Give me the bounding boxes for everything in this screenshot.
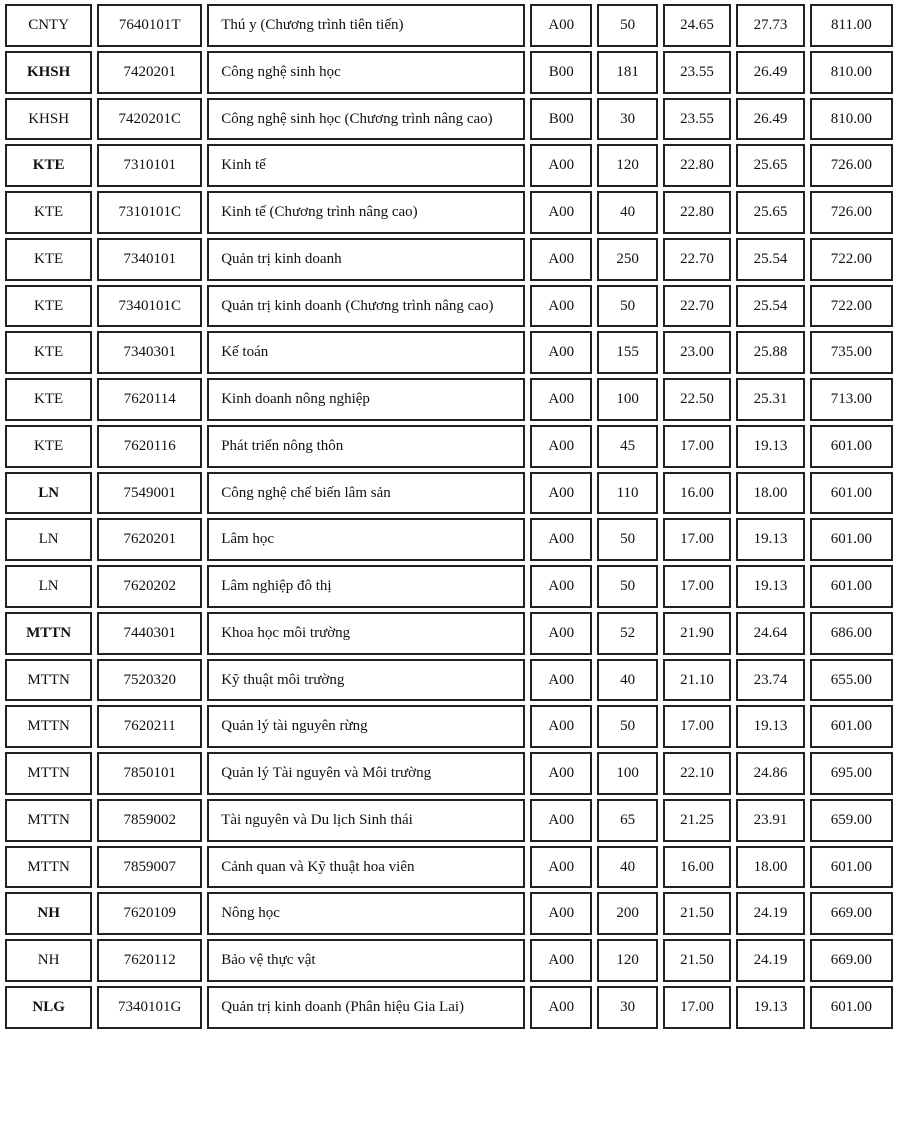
program-name-cell: Kỹ thuật môi trường	[207, 659, 525, 702]
table-row	[5, 799, 893, 842]
score3-cell: 669.00	[810, 892, 893, 935]
table-row	[5, 705, 893, 748]
score3-cell: 810.00	[810, 98, 893, 141]
exam-block-cell: A00	[530, 285, 592, 328]
exam-block-cell: A00	[530, 892, 592, 935]
program-code-cell: 7340101	[97, 238, 202, 281]
program-name-cell: Quản trị kinh doanh (Chương trình nâng cao)	[207, 285, 525, 328]
quota-cell: 110	[597, 472, 657, 515]
program-code-cell: 7549001	[97, 472, 202, 515]
score3-cell: 735.00	[810, 331, 893, 374]
score3-cell: 669.00	[810, 939, 893, 982]
table-row	[5, 331, 893, 374]
score3-cell: 713.00	[810, 378, 893, 421]
quota-cell: 40	[597, 846, 657, 889]
score2-cell: 19.13	[736, 986, 805, 1029]
table-row	[5, 939, 893, 982]
dept-code-cell: MTTN	[5, 659, 92, 702]
score2-cell: 25.65	[736, 144, 805, 187]
table-row	[5, 191, 893, 234]
score2-cell: 18.00	[736, 846, 805, 889]
score1-cell: 21.50	[663, 892, 732, 935]
program-code-cell: 7620114	[97, 378, 202, 421]
score2-cell: 18.00	[736, 472, 805, 515]
program-name-cell: Kế toán	[207, 331, 525, 374]
dept-code-cell: NH	[5, 892, 92, 935]
table-row	[5, 378, 893, 421]
score1-cell: 22.10	[663, 752, 732, 795]
exam-block-cell: A00	[530, 518, 592, 561]
dept-code-cell: NLG	[5, 986, 92, 1029]
dept-code-cell: MTTN	[5, 752, 92, 795]
score2-cell: 25.65	[736, 191, 805, 234]
score1-cell: 23.55	[663, 51, 732, 94]
dept-code-cell: KTE	[5, 331, 92, 374]
dept-code-cell: LN	[5, 565, 92, 608]
table-row	[5, 892, 893, 935]
dept-code-cell: LN	[5, 518, 92, 561]
program-code-cell: 7859007	[97, 846, 202, 889]
program-name-cell: Kinh tế (Chương trình nâng cao)	[207, 191, 525, 234]
exam-block-cell: A00	[530, 986, 592, 1029]
dept-code-cell: LN	[5, 472, 92, 515]
program-name-cell: Quản trị kinh doanh (Phân hiệu Gia Lai)	[207, 986, 525, 1029]
exam-block-cell: A00	[530, 612, 592, 655]
score2-cell: 24.86	[736, 752, 805, 795]
score1-cell: 17.00	[663, 425, 732, 468]
table-row	[5, 98, 893, 141]
exam-block-cell: A00	[530, 565, 592, 608]
score1-cell: 22.70	[663, 238, 732, 281]
score3-cell: 722.00	[810, 285, 893, 328]
dept-code-cell: KHSH	[5, 51, 92, 94]
score3-cell: 726.00	[810, 144, 893, 187]
quota-cell: 50	[597, 565, 657, 608]
score3-cell: 601.00	[810, 518, 893, 561]
score1-cell: 22.70	[663, 285, 732, 328]
quota-cell: 52	[597, 612, 657, 655]
program-name-cell: Công nghệ sinh học (Chương trình nâng cao)	[207, 98, 525, 141]
quota-cell: 155	[597, 331, 657, 374]
program-name-cell: Lâm nghiệp đô thị	[207, 565, 525, 608]
score3-cell: 695.00	[810, 752, 893, 795]
score1-cell: 23.00	[663, 331, 732, 374]
score1-cell: 22.50	[663, 378, 732, 421]
dept-code-cell: KTE	[5, 425, 92, 468]
program-name-cell: Công nghệ sinh học	[207, 51, 525, 94]
exam-block-cell: A00	[530, 425, 592, 468]
dept-code-cell: CNTY	[5, 4, 92, 47]
quota-cell: 45	[597, 425, 657, 468]
program-name-cell: Lâm học	[207, 518, 525, 561]
score2-cell: 26.49	[736, 51, 805, 94]
table-row	[5, 752, 893, 795]
exam-block-cell: A00	[530, 846, 592, 889]
program-name-cell: Thú y (Chương trình tiên tiến)	[207, 4, 525, 47]
program-code-cell: 7859002	[97, 799, 202, 842]
score3-cell: 601.00	[810, 472, 893, 515]
program-code-cell: 7340101G	[97, 986, 202, 1029]
program-name-cell: Quản trị kinh doanh	[207, 238, 525, 281]
score1-cell: 22.80	[663, 191, 732, 234]
score1-cell: 17.00	[663, 565, 732, 608]
program-name-cell: Quản lý tài nguyên rừng	[207, 705, 525, 748]
dept-code-cell: KTE	[5, 238, 92, 281]
dept-code-cell: KTE	[5, 285, 92, 328]
exam-block-cell: A00	[530, 799, 592, 842]
program-code-cell: 7420201	[97, 51, 202, 94]
dept-code-cell: MTTN	[5, 705, 92, 748]
dept-code-cell: NH	[5, 939, 92, 982]
score1-cell: 16.00	[663, 472, 732, 515]
program-name-cell: Khoa học môi trường	[207, 612, 525, 655]
score1-cell: 17.00	[663, 518, 732, 561]
exam-block-cell: A00	[530, 4, 592, 47]
quota-cell: 50	[597, 285, 657, 328]
score2-cell: 19.13	[736, 705, 805, 748]
exam-block-cell: A00	[530, 331, 592, 374]
score1-cell: 16.00	[663, 846, 732, 889]
exam-block-cell: A00	[530, 939, 592, 982]
score2-cell: 23.74	[736, 659, 805, 702]
dept-code-cell: MTTN	[5, 612, 92, 655]
quota-cell: 120	[597, 144, 657, 187]
quota-cell: 181	[597, 51, 657, 94]
program-code-cell: 7620109	[97, 892, 202, 935]
quota-cell: 30	[597, 986, 657, 1029]
table-row	[5, 144, 893, 187]
table-row	[5, 51, 893, 94]
exam-block-cell: B00	[530, 98, 592, 141]
program-code-cell: 7340101C	[97, 285, 202, 328]
score3-cell: 655.00	[810, 659, 893, 702]
score1-cell: 17.00	[663, 705, 732, 748]
dept-code-cell: KTE	[5, 191, 92, 234]
dept-code-cell: MTTN	[5, 799, 92, 842]
score2-cell: 25.54	[736, 238, 805, 281]
program-name-cell: Bảo vệ thực vật	[207, 939, 525, 982]
score3-cell: 811.00	[810, 4, 893, 47]
program-name-cell: Phát triển nông thôn	[207, 425, 525, 468]
program-code-cell: 7310101C	[97, 191, 202, 234]
score3-cell: 601.00	[810, 846, 893, 889]
exam-block-cell: A00	[530, 378, 592, 421]
exam-block-cell: A00	[530, 705, 592, 748]
table-row	[5, 472, 893, 515]
program-code-cell: 7440301	[97, 612, 202, 655]
exam-block-cell: B00	[530, 51, 592, 94]
quota-cell: 100	[597, 752, 657, 795]
quota-cell: 40	[597, 191, 657, 234]
score3-cell: 601.00	[810, 986, 893, 1029]
score2-cell: 23.91	[736, 799, 805, 842]
program-name-cell: Quản lý Tài nguyên và Môi trường	[207, 752, 525, 795]
program-code-cell: 7340301	[97, 331, 202, 374]
dept-code-cell: KTE	[5, 144, 92, 187]
score2-cell: 19.13	[736, 425, 805, 468]
quota-cell: 100	[597, 378, 657, 421]
program-code-cell: 7310101	[97, 144, 202, 187]
program-name-cell: Nông học	[207, 892, 525, 935]
table-row	[5, 846, 893, 889]
program-code-cell: 7850101	[97, 752, 202, 795]
quota-cell: 250	[597, 238, 657, 281]
score1-cell: 21.90	[663, 612, 732, 655]
exam-block-cell: A00	[530, 659, 592, 702]
score2-cell: 25.54	[736, 285, 805, 328]
table-row	[5, 518, 893, 561]
score2-cell: 24.19	[736, 892, 805, 935]
program-name-cell: Kinh tế	[207, 144, 525, 187]
exam-block-cell: A00	[530, 144, 592, 187]
quota-cell: 50	[597, 4, 657, 47]
exam-block-cell: A00	[530, 752, 592, 795]
table-row	[5, 565, 893, 608]
score2-cell: 19.13	[736, 518, 805, 561]
table-row	[5, 238, 893, 281]
score3-cell: 726.00	[810, 191, 893, 234]
program-name-cell: Công nghệ chế biến lâm sản	[207, 472, 525, 515]
score2-cell: 25.31	[736, 378, 805, 421]
dept-code-cell: KTE	[5, 378, 92, 421]
quota-cell: 30	[597, 98, 657, 141]
table-body	[5, 4, 893, 1029]
program-name-cell: Kinh doanh nông nghiệp	[207, 378, 525, 421]
quota-cell: 120	[597, 939, 657, 982]
score2-cell: 19.13	[736, 565, 805, 608]
score3-cell: 659.00	[810, 799, 893, 842]
score3-cell: 601.00	[810, 425, 893, 468]
exam-block-cell: A00	[530, 191, 592, 234]
score3-cell: 601.00	[810, 565, 893, 608]
score3-cell: 686.00	[810, 612, 893, 655]
program-code-cell: 7620112	[97, 939, 202, 982]
score1-cell: 22.80	[663, 144, 732, 187]
score2-cell: 25.88	[736, 331, 805, 374]
exam-block-cell: A00	[530, 472, 592, 515]
dept-code-cell: KHSH	[5, 98, 92, 141]
program-code-cell: 7620116	[97, 425, 202, 468]
program-code-cell: 7420201C	[97, 98, 202, 141]
table-row	[5, 4, 893, 47]
score1-cell: 21.25	[663, 799, 732, 842]
score1-cell: 24.65	[663, 4, 732, 47]
quota-cell: 200	[597, 892, 657, 935]
score3-cell: 722.00	[810, 238, 893, 281]
dept-code-cell: MTTN	[5, 846, 92, 889]
table-row	[5, 425, 893, 468]
table-row	[5, 659, 893, 702]
quota-cell: 50	[597, 518, 657, 561]
score1-cell: 17.00	[663, 986, 732, 1029]
score1-cell: 21.10	[663, 659, 732, 702]
quota-cell: 65	[597, 799, 657, 842]
program-code-cell: 7620211	[97, 705, 202, 748]
program-name-cell: Cảnh quan và Kỹ thuật hoa viên	[207, 846, 525, 889]
score2-cell: 27.73	[736, 4, 805, 47]
score3-cell: 601.00	[810, 705, 893, 748]
exam-block-cell: A00	[530, 238, 592, 281]
score1-cell: 21.50	[663, 939, 732, 982]
table-row	[5, 612, 893, 655]
quota-cell: 50	[597, 705, 657, 748]
score3-cell: 810.00	[810, 51, 893, 94]
program-code-cell: 7620202	[97, 565, 202, 608]
table-row	[5, 285, 893, 328]
program-code-cell: 7640101T	[97, 4, 202, 47]
score2-cell: 24.64	[736, 612, 805, 655]
score2-cell: 24.19	[736, 939, 805, 982]
quota-cell: 40	[597, 659, 657, 702]
score1-cell: 23.55	[663, 98, 732, 141]
table-row	[5, 986, 893, 1029]
program-code-cell: 7520320	[97, 659, 202, 702]
program-name-cell: Tài nguyên và Du lịch Sinh thái	[207, 799, 525, 842]
score2-cell: 26.49	[736, 98, 805, 141]
program-code-cell: 7620201	[97, 518, 202, 561]
